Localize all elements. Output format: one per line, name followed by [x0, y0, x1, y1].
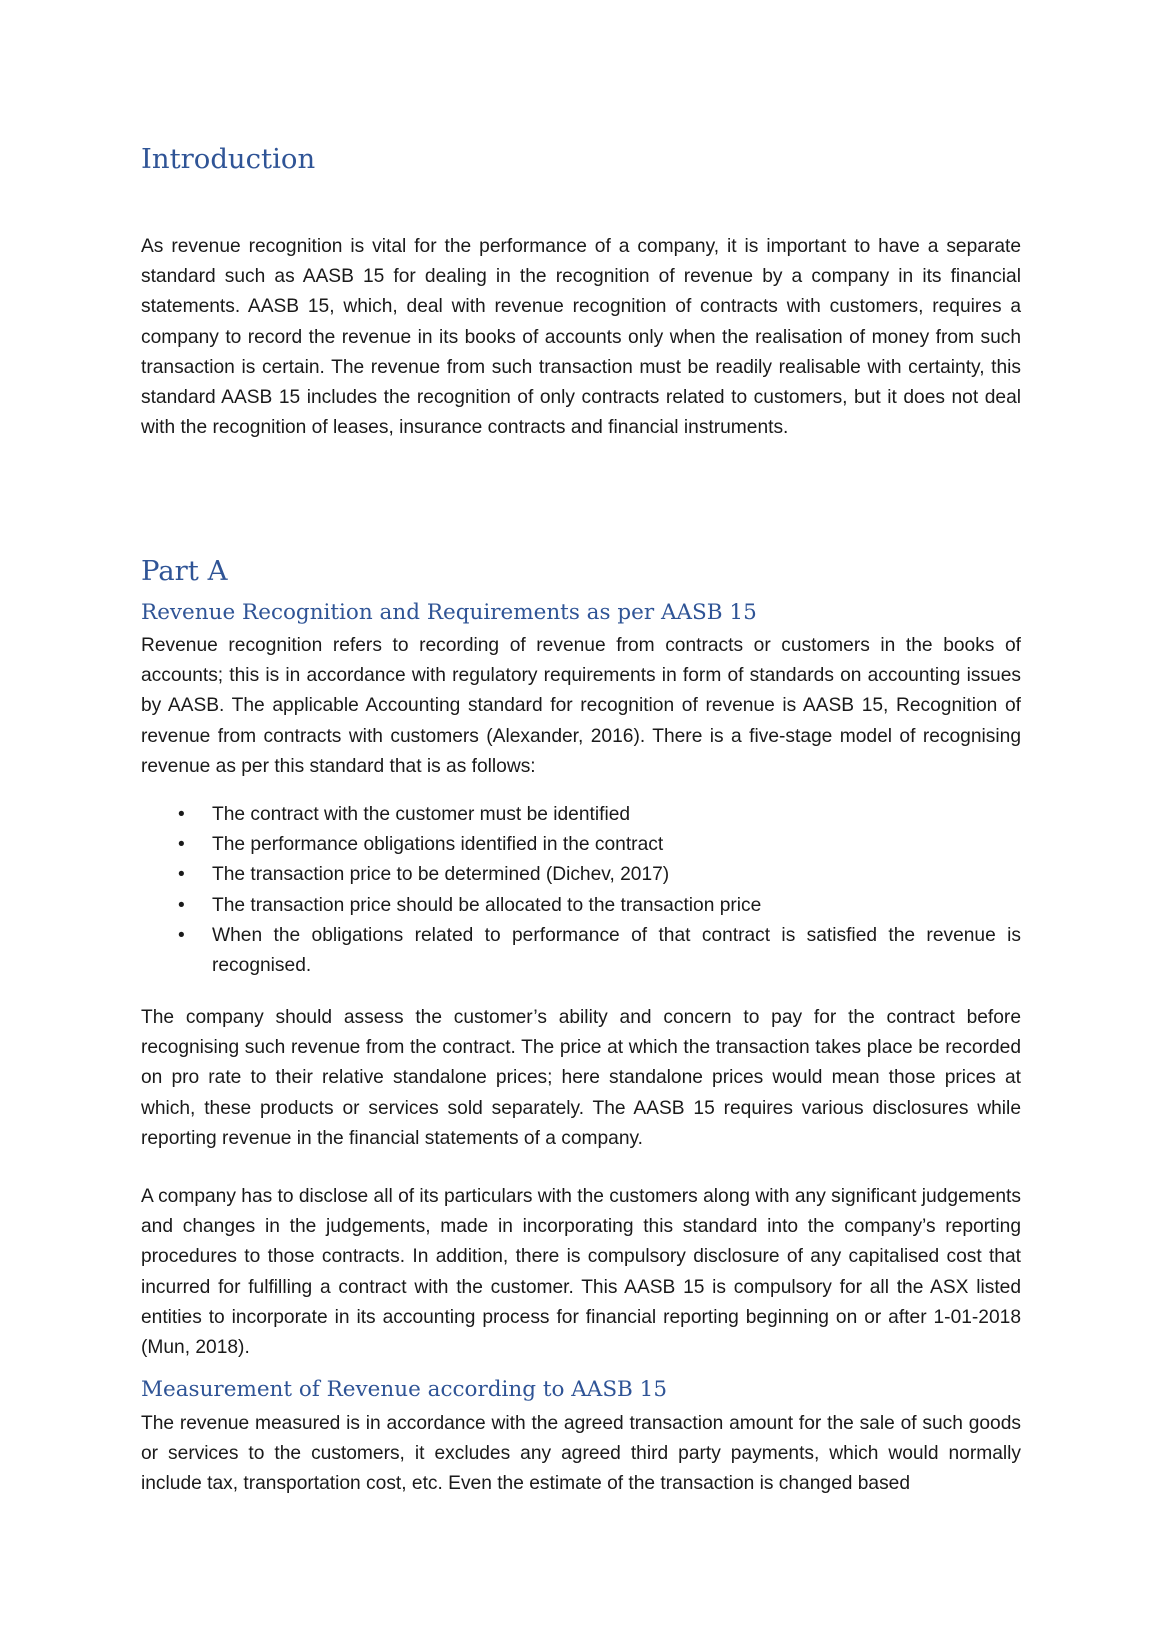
list-item	[141, 921, 1021, 981]
list-item-text: The performance obligations identified in the contract	[212, 834, 664, 856]
list-item-text: The transaction price should be allocated to the transaction price	[212, 894, 762, 916]
bullet-icon: •	[178, 834, 185, 856]
customer-assessment-paragraph: The company should assess the customer’s ability and concern to pay for the contract before recognising such revenue from the contract. The price at which the transaction takes place be recorded on pro rate to their relative standalone prices; here standalone prices would mean those prices at which, these products or services sold separately. The AASB 15 requires various disclosures while reporting revenue in the financial statements of a company.	[141, 1007, 1021, 1149]
list-item	[141, 860, 1021, 890]
bullet-icon: •	[178, 804, 185, 825]
bullet-icon: •	[178, 924, 185, 946]
introduction-heading: Introduction	[141, 143, 316, 175]
measurement-heading: Measurement of Revenue according to AASB 15	[141, 1377, 668, 1402]
bullet-icon: •	[178, 864, 185, 886]
list-item-text: The transaction price to be determined (Dichev, 2017)	[212, 864, 670, 886]
introduction-paragraph: As revenue recognition is vital for the performance of a company, it is important to have a separate standard such as AASB 15 for dealing in the recognition of revenue by a company in its financial statements. AASB 15, which, deal with revenue recognition of contracts with customers, requires a company to record the revenue in its books of accounts only when the realisation of money from such transaction is certain. The revenue from such transaction must be readily realisable with certainty, this standard AASB 15 includes the recognition of only contracts related to customers, but it does not deal with the recognition of leases, insurance contracts and financial instruments.	[141, 236, 1021, 439]
bullet-icon: •	[178, 894, 185, 916]
revenue-recognition-paragraph: Revenue recognition refers to recording of revenue from contracts or customers in the books of accounts; this is in accordance with regulatory requirements in form of standards on accounting issues by AASB. The applicable Accounting standard for recognition of revenue is AASB 15, Recognition of revenue from contracts with customers (Alexander, 2016). There is a five-stage model of recognising revenue as per this standard that is as follows:	[141, 635, 1021, 777]
part-a-heading: Part A	[141, 555, 228, 587]
list-item	[141, 891, 1021, 921]
revenue-recognition-heading: Revenue Recognition and Requirements as per AASB 15	[141, 600, 757, 625]
list-item-text: When the obligations related to performance of that contract is satisfied the revenue is recognised.	[212, 924, 1021, 977]
five-stage-model-list	[141, 800, 1021, 981]
measurement-paragraph: The revenue measured is in accordance with the agreed transaction amount for the sale of such goods or services to the customers, it excludes any agreed third party payments, which would normally include tax, transportation cost, etc. Even the estimate of the transaction is changed based	[141, 1413, 1021, 1495]
list-item-text: The contract with the customer must be identified	[212, 804, 631, 825]
list-item	[141, 830, 1021, 860]
list-item	[141, 800, 1021, 830]
disclosure-paragraph: A company has to disclose all of its particulars with the customers along with any significant judgements and changes in the judgements, made in incorporating this standard into the company’s reporting procedures to those contracts. In addition, there is compulsory disclosure of any capitalised cost that incurred for fulfilling a contract with the customer. This AASB 15 is compulsory for all the ASX listed entities to incorporate in its accounting process for financial reporting beginning on or after 1-01-2018 (Mun, 2018).	[141, 1186, 1021, 1359]
